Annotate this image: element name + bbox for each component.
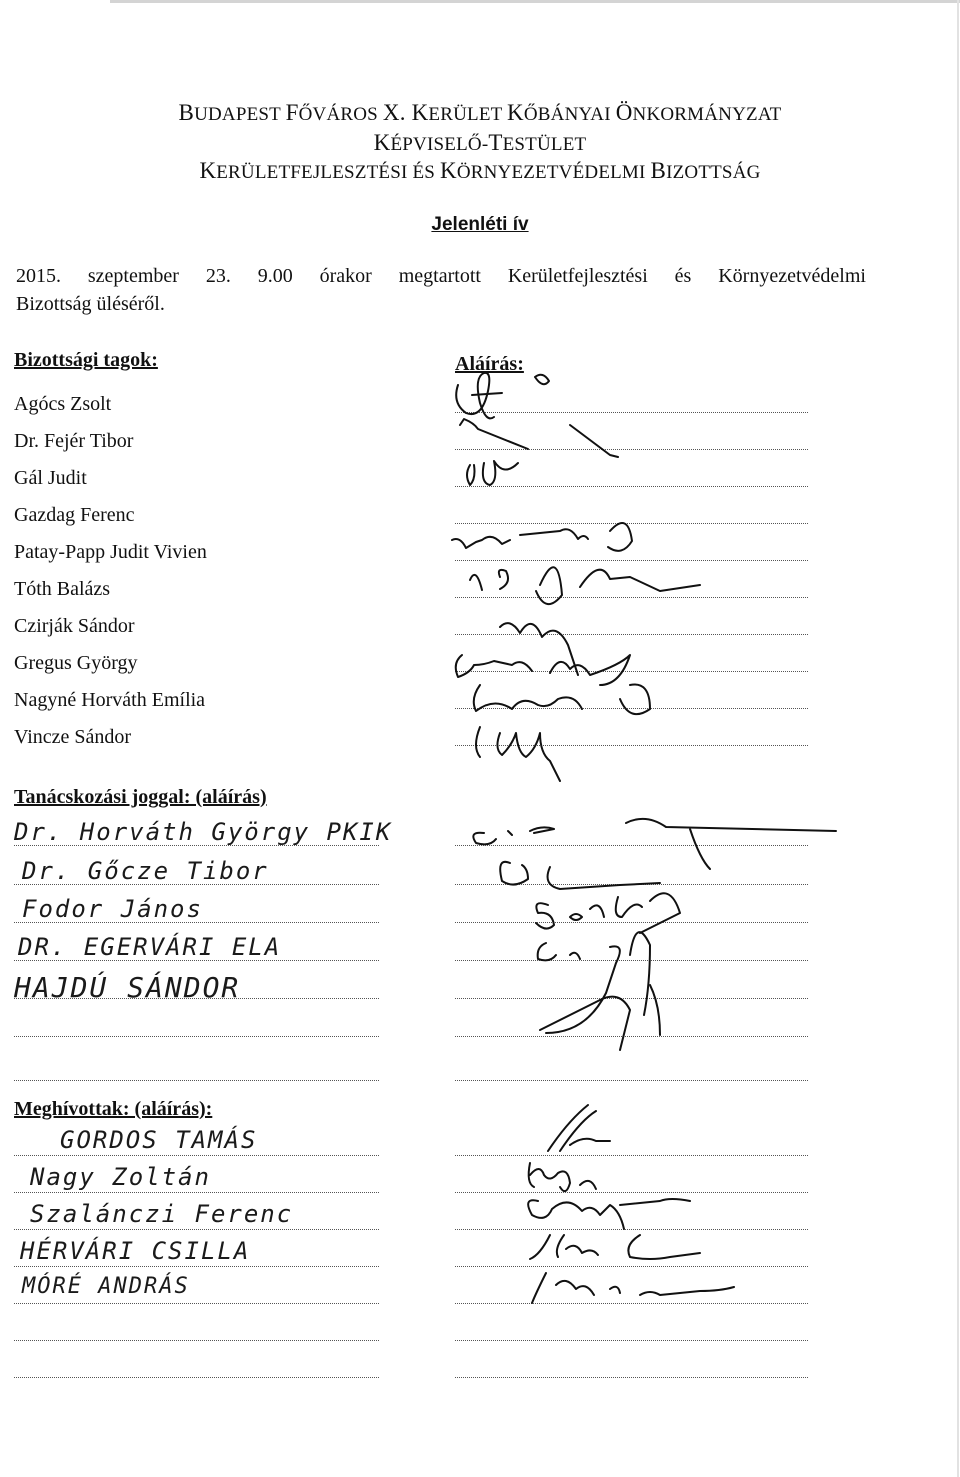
invited-signatures bbox=[460, 1105, 820, 1315]
invited-heading: Meghívottak: (aláírás): bbox=[14, 1098, 213, 1120]
members-signatures bbox=[440, 355, 820, 775]
advisory-handwritten-name: Dr. Horváth György PKIK bbox=[14, 818, 393, 846]
advisory-handwritten-name: Dr. Gőcze Tibor bbox=[22, 857, 269, 885]
invited-line bbox=[14, 1229, 379, 1230]
header-line-3: KERÜLETFEJLESZTÉSI ÉS KÖRNYEZETVÉDELMI BIZOTTSÁG bbox=[199, 158, 761, 183]
invited-signature-line bbox=[455, 1377, 808, 1378]
member-name: Dr. Fejér Tibor bbox=[14, 430, 134, 452]
invited-line bbox=[14, 1377, 379, 1378]
advisory-signature-line bbox=[455, 1036, 808, 1037]
invited-line bbox=[14, 1266, 379, 1267]
signature-heading: Aláírás: bbox=[455, 353, 524, 375]
header-line-2: KÉPVISELŐ-TESTÜLET bbox=[373, 130, 587, 155]
advisory-handwritten-name: HAJDÚ SÁNDOR bbox=[14, 971, 241, 1004]
invited-signature-line bbox=[455, 1340, 808, 1341]
member-name: Vincze Sándor bbox=[14, 726, 132, 748]
member-name: Tóth Balázs bbox=[14, 578, 111, 600]
advisory-handwritten-name: Fodor János bbox=[22, 895, 203, 923]
invited-line bbox=[14, 1155, 379, 1156]
advisory-heading: Tanácskozási joggal: (aláírás) bbox=[14, 786, 267, 808]
advisory-line bbox=[14, 1080, 379, 1081]
member-name: Nagyné Horváth Emília bbox=[14, 689, 206, 711]
advisory-signature-line bbox=[455, 1080, 808, 1081]
invited-handwritten-name: Szalánczi Ferenc bbox=[30, 1200, 294, 1228]
members-heading: Bizottsági tagok: bbox=[14, 349, 158, 371]
document-title: Jelenléti ív bbox=[431, 214, 529, 235]
advisory-line bbox=[14, 1036, 379, 1037]
invited-handwritten-name: HÉRVÁRI CSILLA bbox=[20, 1237, 251, 1265]
invited-handwritten-name: Nagy Zoltán bbox=[30, 1163, 211, 1191]
member-name: Gazdag Ferenc bbox=[14, 504, 135, 526]
scan-top-edge bbox=[110, 0, 960, 3]
advisory-signatures bbox=[460, 805, 840, 1035]
member-name: Agócs Zsolt bbox=[14, 393, 112, 415]
member-name: Patay-Papp Judit Vivien bbox=[14, 541, 207, 563]
invited-handwritten-name: GORDOS TAMÁS bbox=[60, 1126, 258, 1154]
member-name: Gregus György bbox=[14, 652, 138, 674]
advisory-handwritten-name: DR. EGERVÁRI ELA bbox=[18, 933, 282, 961]
invited-line bbox=[14, 1303, 379, 1304]
invited-line bbox=[14, 1340, 379, 1341]
intro-line-2: Bizottság üléséről. bbox=[16, 293, 165, 315]
member-name: Gál Judit bbox=[14, 467, 87, 489]
invited-line bbox=[14, 1192, 379, 1193]
intro-paragraph bbox=[16, 262, 866, 318]
member-name: Czirják Sándor bbox=[14, 615, 135, 637]
invited-handwritten-name: MÓRÉ ANDRÁS bbox=[22, 1274, 190, 1299]
header-line-1: BUDAPEST FŐVÁROS X. KERÜLET KŐBÁNYAI ÖNKORMÁNYZAT bbox=[178, 100, 782, 125]
intro-line-1: 2015. szeptember 23. 9.00 órakor megtartott Kerületfejlesztési és Környezetvédelmi bbox=[16, 265, 866, 287]
